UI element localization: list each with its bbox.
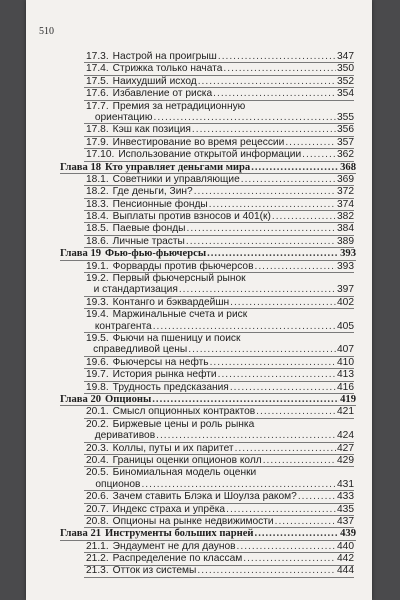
toc-page-number: 402	[337, 296, 354, 308]
toc-number: 19.8.	[86, 381, 109, 393]
toc-page-number: 374	[337, 198, 354, 210]
toc-page-number: 405	[337, 320, 354, 332]
toc-page-number: 372	[337, 186, 354, 198]
toc-line	[86, 504, 354, 515]
toc-page-number: 397	[337, 284, 354, 296]
toc-section-row	[84, 236, 354, 248]
toc-continuation-line	[86, 284, 354, 295]
toc-line	[86, 88, 354, 99]
toc-number: 17.6.	[86, 88, 109, 100]
toc-section-row	[84, 63, 354, 75]
toc-leader-dots	[186, 236, 336, 247]
toc-section-row	[84, 467, 354, 491]
toc-number: 18.1.	[86, 173, 109, 185]
toc-title-continued: деривативов	[94, 430, 156, 442]
toc-title-continued: контрагента	[94, 320, 152, 332]
toc-title: Использование открытой информации	[118, 149, 302, 161]
toc-line	[86, 124, 354, 135]
toc-leader-dots	[255, 528, 340, 539]
toc-page-number: 410	[337, 356, 354, 368]
toc-page-number: 357	[337, 136, 354, 148]
toc-leader-dots	[198, 76, 336, 87]
toc-number: Глава 21	[60, 528, 102, 540]
toc-line	[86, 223, 354, 234]
toc-page-number: 427	[337, 442, 354, 454]
toc-page-number: 356	[337, 124, 354, 136]
toc-line	[86, 211, 354, 222]
toc-page-number: 350	[337, 63, 354, 75]
toc-page-number: 368	[340, 161, 356, 173]
toc-number: 19.7.	[86, 369, 109, 381]
toc-number: 20.7.	[86, 503, 109, 515]
toc-number: 20.4.	[86, 454, 109, 466]
toc-section-row	[84, 491, 354, 503]
toc-number: 17.4.	[86, 63, 109, 75]
toc-page-number: 352	[337, 75, 354, 87]
toc-section-row	[84, 261, 354, 273]
toc-leader-dots	[153, 321, 336, 332]
toc-leader-dots	[152, 394, 339, 405]
toc-line	[60, 248, 356, 259]
toc-leader-dots	[243, 553, 336, 564]
toc-section-row	[84, 76, 354, 88]
toc-number: Глава 18	[60, 161, 102, 173]
toc-leader-dots	[263, 455, 336, 466]
toc-title: Форварды против фьючерсов	[112, 260, 254, 272]
toc-title: Опционы	[105, 394, 152, 405]
toc-section-row	[84, 51, 354, 63]
toc-section-row	[84, 186, 354, 198]
toc-title: Контанго и бэквардейшн	[112, 296, 230, 308]
toc-title: Пенсионные фонды	[112, 198, 208, 210]
toc-section-row	[84, 406, 354, 418]
toc-line	[60, 162, 356, 173]
toc-section-row	[84, 455, 354, 467]
toc-page-number: 355	[337, 111, 354, 123]
toc-section-row	[84, 566, 354, 578]
toc-leader-dots	[218, 369, 336, 380]
toc-page-number: 429	[337, 454, 354, 466]
toc-number: 20.1.	[86, 406, 109, 418]
toc-section-row	[84, 504, 354, 516]
toc-continuation-line	[86, 430, 354, 441]
toc-title-line	[86, 333, 240, 344]
toc-number: 17.3.	[86, 51, 109, 62]
toc-page-number: 384	[337, 223, 354, 235]
toc-title-line	[86, 309, 247, 320]
toc-page-number: 431	[337, 478, 354, 490]
toc-title: Советники и управляющие	[112, 173, 240, 185]
page-number: 510	[39, 26, 54, 37]
toc-section-row	[84, 101, 354, 125]
toc-leader-dots	[275, 516, 336, 527]
toc-leader-dots	[255, 261, 337, 272]
toc-line	[86, 186, 354, 197]
toc-leader-dots	[272, 211, 336, 222]
toc-page-number: 435	[337, 503, 354, 515]
toc-title: Распределение по классам	[112, 553, 243, 565]
toc-title: Смысл опционных контрактов	[112, 406, 256, 418]
toc-section-row	[84, 369, 354, 381]
toc-section-row	[84, 88, 354, 100]
toc-page-number: 419	[340, 394, 356, 405]
toc-page-number: 413	[337, 369, 354, 381]
toc-title-line	[86, 273, 246, 284]
toc-section-row	[84, 137, 354, 149]
toc-line	[86, 516, 354, 527]
toc-title: Эндаумент не для даунов	[112, 540, 236, 552]
toc-page-number: 437	[337, 515, 354, 527]
toc-section-row	[84, 211, 354, 223]
toc-line	[86, 455, 354, 466]
toc-continuation-line	[86, 479, 354, 490]
toc-section-row	[84, 297, 354, 309]
toc-section-row	[84, 174, 354, 186]
toc-number: 18.4.	[86, 211, 109, 223]
toc-number: 19.6.	[86, 356, 109, 368]
toc-page-number: 369	[337, 173, 354, 185]
toc-line	[86, 297, 354, 308]
toc-page-number: 393	[337, 260, 354, 272]
toc-title: Фью-фью-фьючерсы	[105, 248, 207, 260]
toc-number: 18.2.	[86, 186, 109, 198]
toc-title: Трудность предсказания	[112, 381, 229, 393]
toc-leader-dots	[256, 406, 336, 417]
toc-line	[60, 394, 356, 405]
toc-section-row	[84, 309, 354, 333]
toc-title: Выплаты против взносов и 401(к)	[112, 211, 271, 223]
toc-section-row	[84, 124, 354, 136]
toc-chapter-row	[60, 394, 356, 406]
toc-title: Первый фьючерсный рынок	[112, 273, 246, 285]
toc-title: Кэш как позиция	[112, 124, 191, 136]
table-of-contents	[60, 51, 356, 578]
toc-continuation-line	[86, 344, 354, 355]
toc-title: Инструменты больших парней	[105, 528, 254, 540]
toc-line	[86, 491, 354, 502]
toc-number: 20.6.	[86, 491, 109, 503]
toc-line	[86, 541, 354, 552]
toc-line	[86, 443, 354, 454]
toc-leader-dots	[251, 162, 339, 173]
toc-chapter-row	[60, 248, 356, 260]
toc-section-row	[84, 273, 354, 297]
toc-leader-dots	[298, 491, 336, 502]
toc-number: 19.3.	[86, 296, 109, 308]
toc-number: 19.4.	[86, 309, 109, 321]
toc-leader-dots	[237, 541, 336, 552]
toc-line	[86, 63, 354, 74]
toc-number: 21.1.	[86, 540, 109, 552]
toc-title: Биномиальная модель оценки	[112, 467, 257, 479]
toc-number: 20.3.	[86, 442, 109, 454]
toc-line	[86, 149, 354, 160]
toc-page-number: 416	[337, 381, 354, 393]
toc-number: 21.3.	[86, 565, 109, 577]
toc-title: Инвестирование во время рецессии	[112, 136, 285, 148]
toc-leader-dots	[187, 223, 337, 234]
toc-line	[86, 406, 354, 417]
toc-number: 20.5.	[86, 467, 109, 479]
toc-number: Глава 19	[60, 248, 102, 260]
toc-number: 17.10.	[86, 149, 115, 161]
toc-title: Стрижка только начата	[112, 63, 223, 75]
toc-title-continued: и стандартизация	[93, 284, 178, 296]
toc-title-line	[86, 101, 245, 112]
toc-title: Границы оценки опционов колл	[112, 454, 262, 466]
toc-page-number: 393	[340, 248, 356, 260]
toc-page-number: 440	[337, 540, 354, 552]
toc-title: Маржинальные счета и риск	[112, 309, 248, 321]
toc-page-number: 433	[337, 491, 354, 503]
toc-leader-dots	[241, 174, 336, 185]
toc-leader-dots	[235, 443, 336, 454]
toc-title-continued: справедливой цены	[93, 344, 188, 356]
toc-number: 18.3.	[86, 198, 109, 210]
toc-title: Зачем ставить Блэка и Шоулза раком?	[112, 491, 297, 503]
toc-section-row	[84, 516, 354, 528]
toc-leader-dots	[188, 344, 336, 355]
toc-line	[60, 528, 356, 539]
toc-leader-dots	[302, 149, 336, 160]
toc-page-number: 347	[337, 51, 354, 62]
toc-leader-dots	[210, 357, 336, 368]
toc-number: Глава 20	[60, 394, 102, 405]
toc-page-number: 354	[337, 88, 354, 100]
toc-title: Паевые фонды	[112, 223, 186, 235]
toc-page-number: 382	[337, 211, 354, 223]
toc-line	[86, 76, 354, 87]
toc-chapter-row	[60, 528, 356, 540]
toc-leader-dots	[223, 63, 336, 74]
toc-section-row	[84, 553, 354, 565]
toc-page-number: 389	[337, 235, 354, 247]
toc-leader-dots	[156, 430, 336, 441]
toc-number: 19.1.	[86, 260, 109, 272]
toc-number: 17.5.	[86, 75, 109, 87]
toc-leader-dots	[230, 382, 336, 393]
toc-page-number: 362	[337, 149, 354, 161]
toc-title-continued: опционов	[95, 478, 141, 490]
toc-page-number: 439	[340, 528, 356, 540]
toc-section-row	[84, 541, 354, 553]
toc-line	[86, 553, 354, 564]
toc-section-row	[84, 223, 354, 235]
toc-title: Избавление от риска	[112, 88, 213, 100]
toc-chapter-row	[60, 162, 356, 174]
toc-section-row	[84, 199, 354, 211]
toc-page-number: 421	[337, 406, 354, 418]
toc-leader-dots	[230, 297, 336, 308]
toc-line	[86, 261, 354, 272]
toc-line	[86, 137, 354, 148]
toc-title: Коллы, путы и их паритет	[112, 442, 234, 454]
book-page	[26, 0, 372, 600]
toc-line	[86, 357, 354, 368]
toc-leader-dots	[218, 51, 336, 62]
toc-title-line	[86, 467, 256, 478]
toc-title: Кто управляет деньгами мира	[105, 161, 251, 173]
toc-title: Фьючи на пшеницу и поиск	[112, 333, 241, 345]
toc-leader-dots	[192, 124, 336, 135]
toc-number: 17.8.	[86, 124, 109, 136]
toc-leader-dots	[209, 199, 336, 210]
toc-page-number: 444	[337, 565, 354, 577]
toc-title: Премия за нетрадиционную	[112, 100, 246, 112]
toc-title: Отток из системы	[112, 565, 197, 577]
toc-section-row	[84, 149, 354, 161]
toc-line	[86, 174, 354, 185]
toc-line	[86, 51, 354, 62]
toc-leader-dots	[226, 504, 336, 515]
toc-number: 20.2.	[86, 418, 109, 430]
toc-leader-dots	[197, 566, 336, 577]
toc-title: Фьючерсы на нефть	[112, 356, 209, 368]
toc-line	[86, 566, 354, 577]
toc-number: 21.2.	[86, 553, 109, 565]
toc-leader-dots	[285, 137, 336, 148]
toc-section-row	[84, 419, 354, 443]
toc-number: 18.6.	[86, 235, 109, 247]
toc-page-number: 442	[337, 553, 354, 565]
toc-number: 17.9.	[86, 136, 109, 148]
toc-title: История рынка нефти	[112, 369, 217, 381]
toc-section-row	[84, 357, 354, 369]
toc-title-continued: ориентацию	[94, 111, 153, 123]
toc-section-row	[84, 443, 354, 455]
toc-page-number: 424	[337, 430, 354, 442]
toc-number: 20.8.	[86, 515, 109, 527]
toc-number: 18.5.	[86, 223, 109, 235]
toc-line	[86, 382, 354, 393]
toc-section-row	[84, 382, 354, 394]
toc-leader-dots	[213, 88, 336, 99]
toc-line	[86, 369, 354, 380]
toc-line	[86, 199, 354, 210]
toc-number: 19.2.	[86, 273, 109, 285]
toc-title: Личные трасты	[112, 235, 185, 247]
toc-title: Опционы на рынке недвижимости	[112, 515, 274, 527]
toc-leader-dots	[179, 284, 336, 295]
toc-title-line	[86, 419, 254, 430]
toc-continuation-line	[86, 321, 354, 332]
toc-title: Биржевые цены и роль рынка	[112, 418, 255, 430]
toc-title: Индекс страха и упрёка	[112, 503, 226, 515]
toc-leader-dots	[154, 112, 336, 123]
toc-leader-dots	[194, 186, 336, 197]
toc-section-row	[84, 333, 354, 357]
toc-continuation-line	[86, 112, 354, 123]
toc-number: 19.5.	[86, 333, 109, 345]
toc-line	[86, 236, 354, 247]
toc-title: Настрой на проигрыш	[112, 51, 217, 62]
toc-title: Наихудший исход	[112, 75, 197, 87]
toc-leader-dots	[207, 248, 339, 259]
toc-number: 17.7.	[86, 100, 109, 112]
toc-page-number: 407	[337, 344, 354, 356]
toc-title: Где деньги, Зин?	[112, 186, 193, 198]
toc-leader-dots	[141, 479, 336, 490]
